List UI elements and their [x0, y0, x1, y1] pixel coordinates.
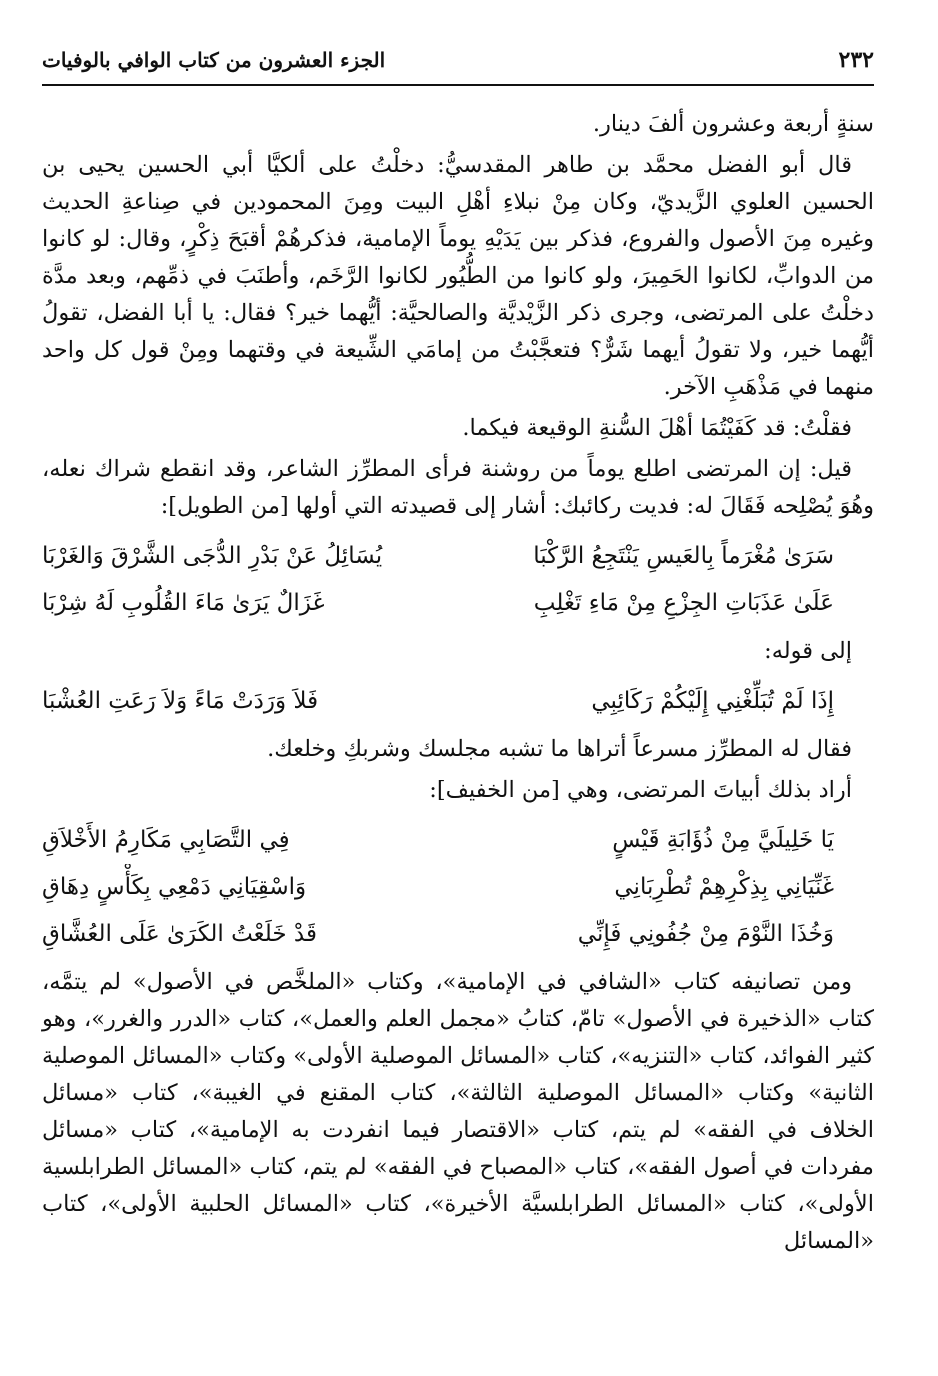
verse-first-hemistich: سَرَىٰ مُغْرَماً بِالعَيسِ يَنْتَجِعُ الرَّكْبَا	[533, 543, 834, 569]
verse-line	[42, 864, 874, 911]
paragraph-abu-al-fadl: قال أبو الفضل محمَّد بن طاهر المقدسيُّ: دخلْتُ على ألكيَّا أبي الحسين يحيى بن الحسين العلوي الزَّيديّ، وكان مِنْ نبلاءِ أهْلِ البيت ومِنَ المحمودين في صِناعةِ الحديث وغيره مِنَ الأصول والفروع، فذكر بين يَدَيْهِ يوماً الإمامية، فذكرهُمْ أقبَحَ ذِكْرٍ، وقال: لو كانوا من الدوابِّ، لكانوا الحَمِيرَ، ولو كانوا من الطُّيُور لكانوا الرَّخَم، وأطنَبَ في ذمِّهم، وبعد مدَّة دخلْتُ على المرتضى، وجرى ذكر الزَّيْديَّة والصالحيَّة: أيُّهما خير؟ فقال: يا أبا الفضل، تقولُ أيُّهما خير، ولا تقولُ أيهما شَرٌّ؟ فتعجَّبْتُ من إمامَي الشِّيعة في وقتهما ومِنْ قول كل واحد منهما في مَذْهَبِ الآخر.	[42, 152, 874, 400]
paragraph-sunna-remark: فقلْتُ: قد كَفَيْتُمَا أهْلَ السُّنةِ الوقيعة فيكما.	[462, 415, 852, 441]
verse-line	[42, 911, 874, 958]
paragraph-murtada-verses-intro: أراد بذلك أبياتَ المرتضى، وهي [من الخفيف]:	[429, 777, 852, 803]
paragraph-mutarriz-story: قيل: إن المرتضى اطلع يوماً من روشنة فرأى المطرِّز الشاعر، وقد انقطع شراك نعله، وهُوَ يُصْلِحه فَقَالَ له: فديت ركائبك: أشار إلى قصيدته التي أولها [من الطويل]:	[42, 456, 874, 519]
verse-second-hemistich: غَزَالٌ يَرَىٰ مَاءَ القُلُوبِ لَهُ شِرْبَا	[42, 590, 325, 616]
paragraph-ila-qawlihi: إلى قوله:	[764, 638, 852, 664]
page-body	[42, 106, 874, 1264]
book-title: الجزء العشرون من كتاب الوافي بالوفيات	[42, 48, 386, 72]
page-number: ٢٣٢	[838, 47, 874, 73]
verse-second-hemistich: فِي التَّصَابِي مَكَارِمُ الأَخْلاَقِ	[42, 827, 290, 853]
verse-second-hemistich: فَلاَ وَرَدَتْ مَاءً وَلاَ رَعَتِ العُشْبَا	[42, 688, 319, 714]
poem-tawil-ending	[42, 678, 874, 725]
poem-khafif	[42, 817, 874, 958]
paragraph-year-sum: سنةٍ أربعة وعشرون ألفَ دينار.	[592, 111, 874, 137]
paragraph-mutarriz-reply: فقال له المطرِّز مسرعاً أتراها ما تشبه مجلسك وشربكِ وخلعك.	[267, 736, 852, 762]
verse-second-hemistich: وَاسْقِيَانِي دَمْعِي بِكَأْسٍ دِهَاقِ	[42, 874, 307, 900]
verse-line	[42, 678, 874, 725]
verse-first-hemistich: وَخُذَا النَّوْمَ مِنْ جُفُونِي فَإِنِّي	[577, 921, 834, 947]
verse-first-hemistich: يَا خَلِيلَيَّ مِنْ ذُؤَابَةِ قَيْسٍ	[612, 827, 834, 853]
running-header	[42, 38, 874, 86]
paragraph-works-list: ومن تصانيفه كتاب «الشافي في الإمامية»، وكتاب «الملخَّص في الأصول» لم يتمَّه، كتاب «الذخيرة في الأصول» تامّ، كتابُ «مجمل العلم والعمل»، كتاب «الدرر والغرر»، وهو كثير الفوائد، كتاب «التنزيه»، كتاب «المسائل الموصلية الأولى» وكتاب «المسائل الموصلية الثانية» وكتاب «المسائل الموصلية الثالثة»، كتاب المقنع في الغيبة»، كتاب «مسائل الخلاف في الفقه» لم يتم، كتاب «الاقتصار فيما انفردت به الإمامية»، كتاب «مسائل مفردات في أصول الفقه»، كتاب «المصباح في الفقه» لم يتم، كتاب «المسائل الطرابلسية الأولى»، كتاب «المسائل الطرابلسيَّة الأخيرة»، كتاب «المسائل الحلبية الأولى»، كتاب «المسائل	[42, 969, 874, 1254]
poem-tawil	[42, 533, 874, 627]
verse-first-hemistich: عَلَىٰ عَذَبَاتِ الجِزْعِ مِنْ مَاءِ تَغْلِبِ	[533, 590, 834, 616]
verse-second-hemistich: قَدْ خَلَعْتُ الكَرَىٰ عَلَى العُشَّاقِ	[42, 921, 317, 947]
verse-line	[42, 580, 874, 627]
verse-line	[42, 533, 874, 580]
verse-line	[42, 817, 874, 864]
verse-first-hemistich: إِذَا لَمْ تُبَلِّغْنِي إِلَيْكُمْ رَكَائِبِي	[591, 688, 834, 714]
verse-second-hemistich: يُسَائِلُ عَنْ بَدْرِ الدُّجَى الشَّرْقَ وَالغَرْبَا	[42, 543, 383, 569]
verse-first-hemistich: غَنِّيَانِي بِذِكْرِهِمْ تُطْرِبَانِي	[614, 874, 834, 900]
book-page	[42, 38, 874, 1338]
